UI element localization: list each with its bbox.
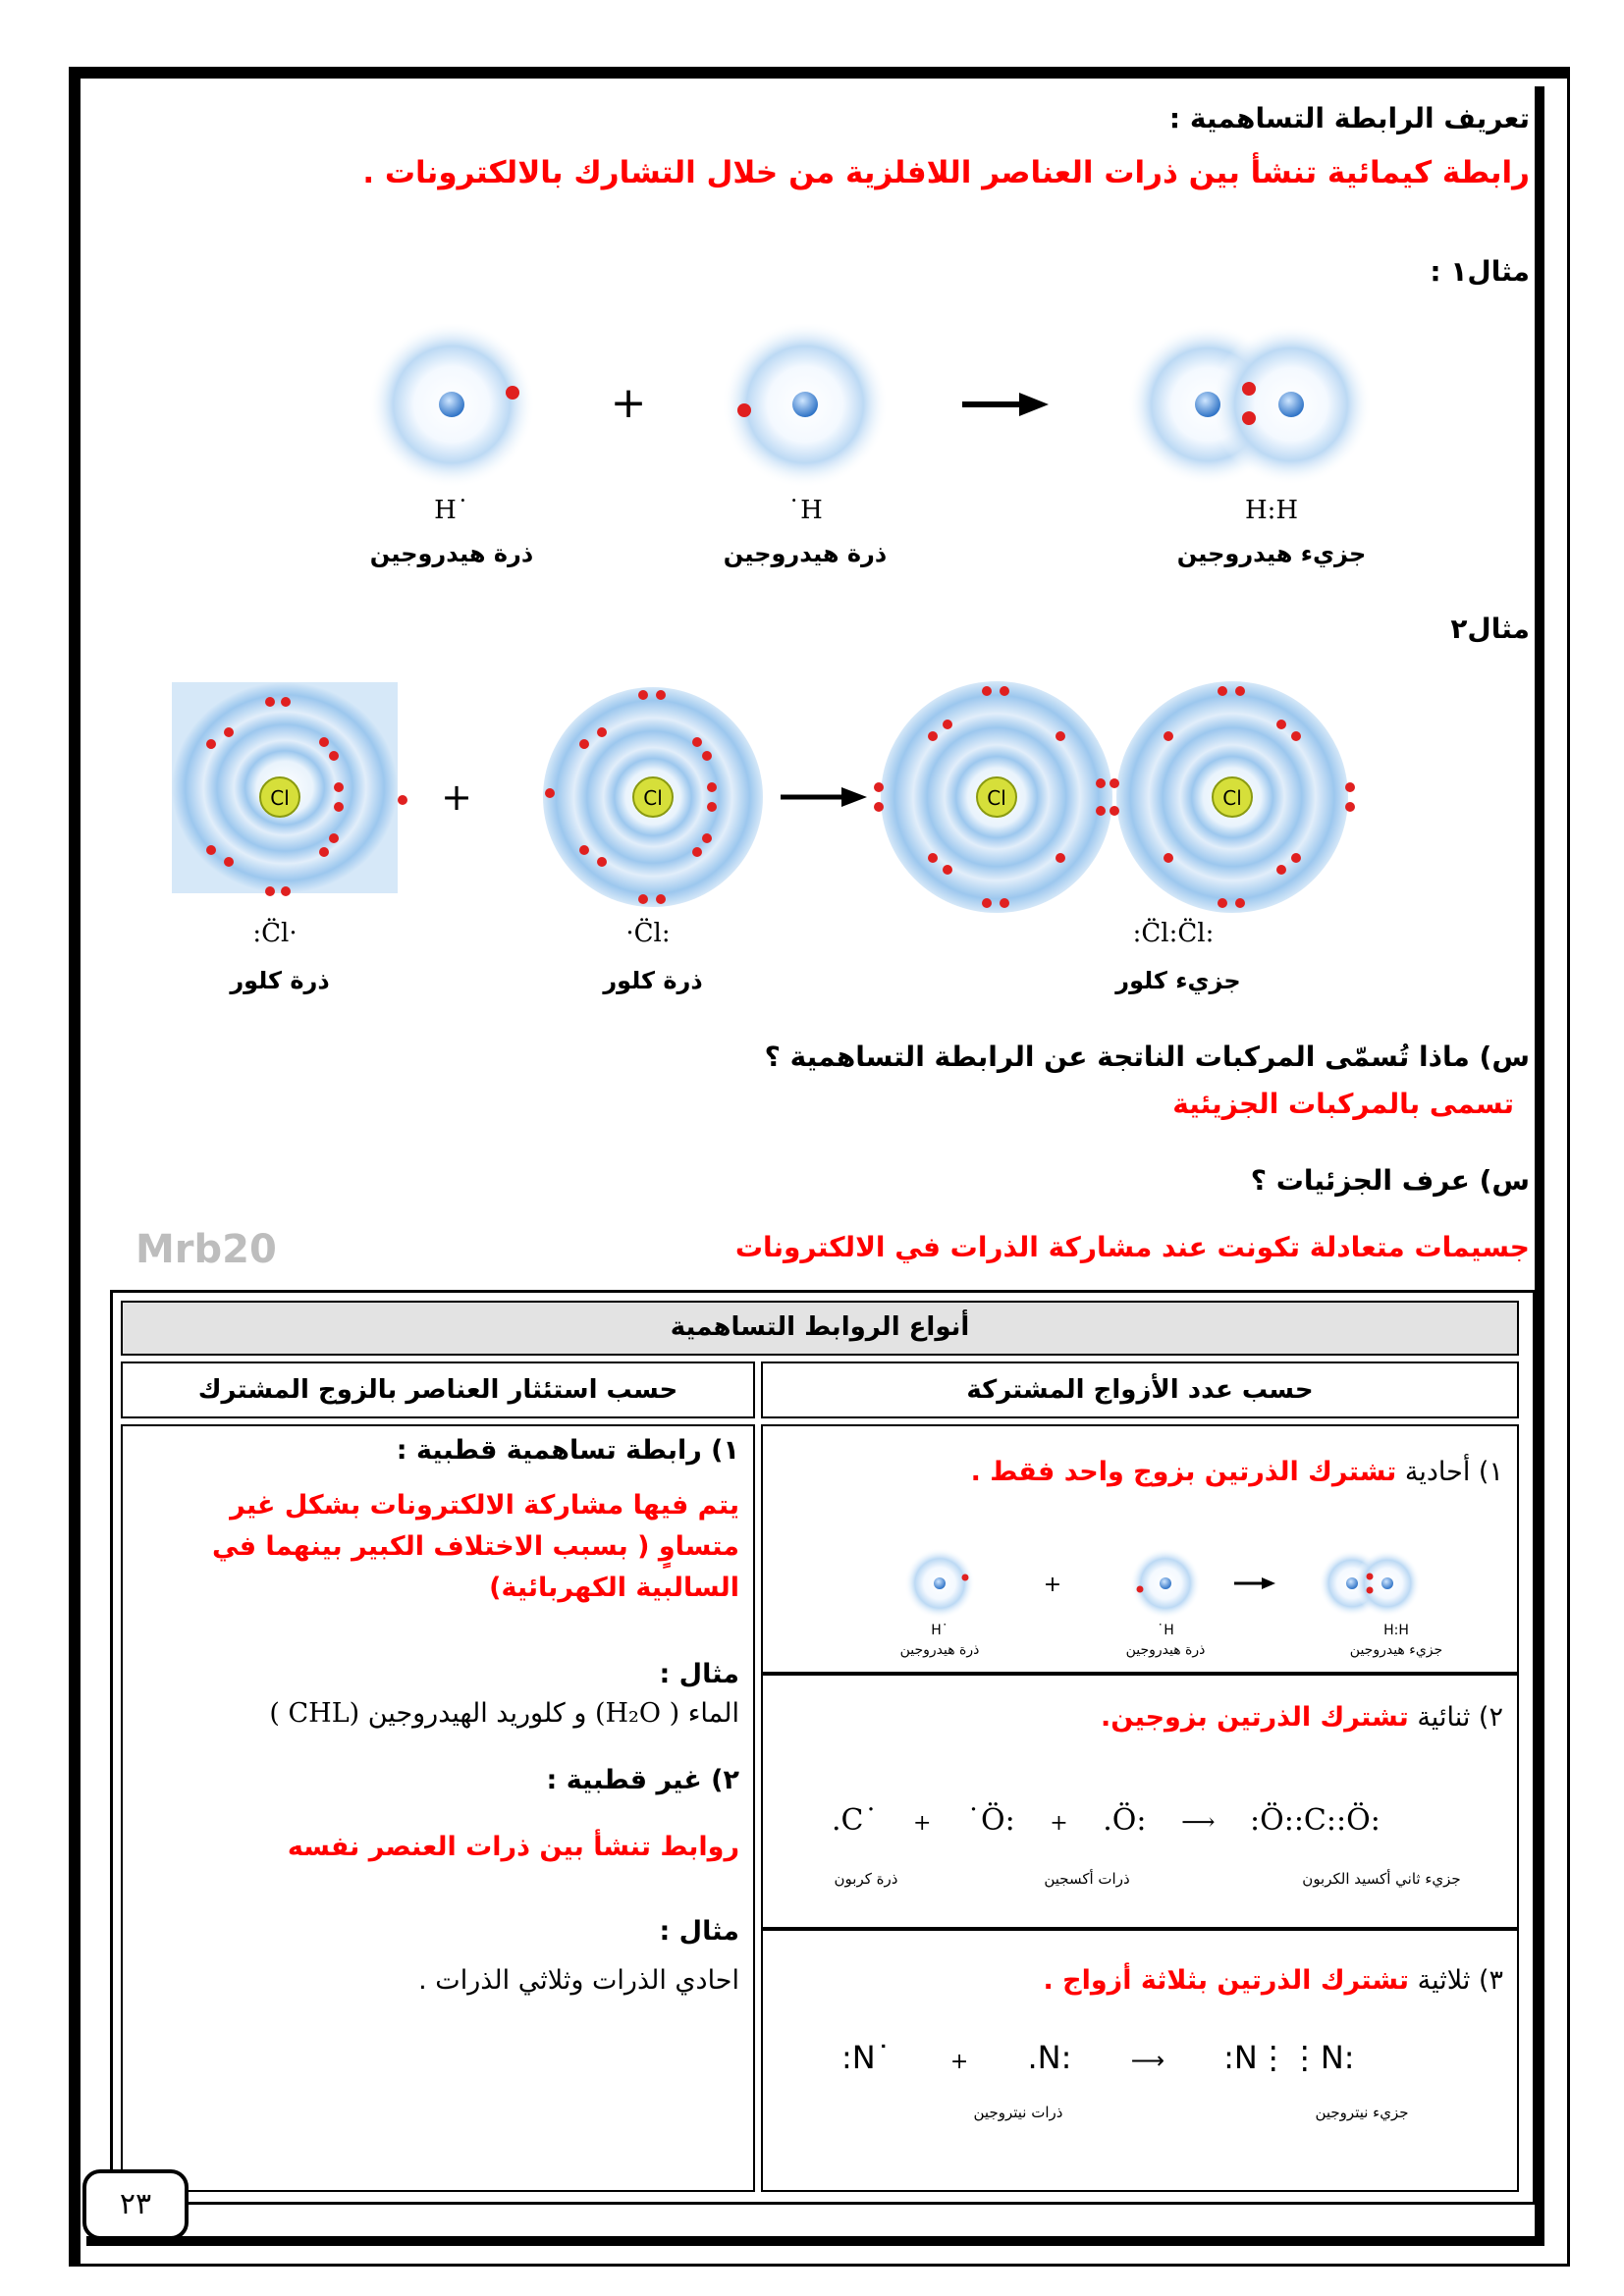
polar-example: الماء ( H₂O) و كلوريد الهيدروجين (CHL ) xyxy=(269,1698,739,1729)
nitrogen-atom-a: :N˙ xyxy=(841,2039,892,2076)
nitrogen-atom-b: .N: xyxy=(1027,2039,1072,2076)
example1-molecule-formula: H:H xyxy=(1244,496,1299,525)
oxygen-atom-b: .Ö: xyxy=(1103,1803,1147,1838)
table-title: أنواع الروابط التساهمية xyxy=(670,1312,970,1342)
double-bond-equation xyxy=(832,1803,1499,1852)
double-bond-cell xyxy=(761,1674,1519,1929)
single-atom-b-caption: ذرة هيدروجين xyxy=(1125,1642,1206,1658)
definition-heading: تعريف الرابطة التساهمية : xyxy=(1168,102,1530,134)
bond-types-table xyxy=(110,1290,1536,2205)
shared-electron-2 xyxy=(1242,411,1256,425)
single-bond-prefix: ١) أحادية xyxy=(1404,1457,1503,1487)
arrow-icon-2: ⟶ xyxy=(1130,2047,1164,2074)
single-atom-b-formula: ˙H xyxy=(1157,1623,1174,1638)
carbon-atom: .C˙ xyxy=(832,1803,879,1838)
chlorine-diagram xyxy=(172,677,1419,913)
triple-bond-prefix: ٣) ثلاثية xyxy=(1417,1965,1503,1996)
nonpolar-example: احادي الذرات وثلاثي الذرات . xyxy=(418,1965,739,1996)
table-title-cell xyxy=(121,1301,1519,1356)
page-number: ٢٣ xyxy=(82,2169,189,2240)
triple-bond-cell xyxy=(761,1929,1519,2192)
example2-label: مثال٢ xyxy=(1450,613,1530,645)
hydrogen-atom-b-electron xyxy=(737,403,751,417)
hydrogen-atom-a-electron xyxy=(506,386,519,400)
answer-2: جسيمات متعادلة تكونت عند مشاركة الذرات في الالكترونات xyxy=(734,1231,1530,1263)
plus-sign-4: + xyxy=(1050,1811,1068,1836)
single-atom-a-formula: H˙ xyxy=(931,1623,948,1638)
nonpolar-text: روابط تنشأ بين ذرات العنصر نفسه xyxy=(287,1832,739,1862)
example2-atom-b-formula: ·C̈l: xyxy=(625,919,671,948)
single-molecule-caption: جزيء هيدروجين xyxy=(1349,1642,1443,1658)
single-atom-a-caption: ذرة هيدروجين xyxy=(899,1642,980,1658)
hydrogen-atom-b-nucleus xyxy=(792,392,818,417)
plus-sign: + xyxy=(610,378,647,428)
left-header-cell xyxy=(121,1362,755,1418)
n2-molecule: :N⋮⋮N: xyxy=(1223,2039,1355,2076)
left-column-header: حسب استئثار العناصر بالزوج المشترك xyxy=(197,1375,678,1405)
svg-text:+: + xyxy=(1043,1573,1062,1597)
question-2: س) عرف الجزئيات ؟ xyxy=(1250,1164,1530,1197)
example2-molecule-formula: :C̈l:C̈l: xyxy=(1132,919,1215,948)
single-bond-diagram xyxy=(871,1544,1460,1623)
triple-bond-line xyxy=(1044,1960,1504,2002)
nonpolar-example-label: مثال : xyxy=(659,1916,739,1947)
double-bond-prefix: ٢) ثنائية xyxy=(1417,1702,1503,1733)
arrow-icon: ⟶ xyxy=(1181,1808,1216,1836)
carbon-caption: ذرة كربون xyxy=(834,1870,898,1888)
answer-1: تسمى بالمركبات الجزيئية xyxy=(1172,1088,1514,1120)
chlorine-arrow-head xyxy=(841,787,867,807)
example1-atom-b-caption: ذرة هيدروجين xyxy=(723,540,888,567)
hydrogen-atom-a-nucleus xyxy=(439,392,464,417)
chlorine-molecule-symbol-a: Cl xyxy=(987,786,1006,810)
example2-molecule-caption: جزيء كلور xyxy=(1115,967,1241,994)
right-header-cell xyxy=(761,1362,1519,1418)
example1-atom-a-caption: ذرة هيدروجين xyxy=(369,540,534,567)
example2-atom-a-caption: ذرة كلور xyxy=(230,967,330,994)
plus-sign-5: + xyxy=(949,2050,969,2074)
single-bond-cell xyxy=(761,1424,1519,1674)
left-body-cell xyxy=(121,1424,755,2192)
plus-sign-3: + xyxy=(913,1811,932,1836)
example1-atom-a-formula: H˙ xyxy=(434,496,469,525)
single-molecule-formula: H:H xyxy=(1383,1623,1409,1638)
n2-caption: جزيء نيتروجين xyxy=(1315,2104,1409,2121)
oxygen-atom-a: ˙Ö: xyxy=(966,1803,1015,1838)
example1-molecule-caption: جزيء هيدروجين xyxy=(1176,540,1367,567)
double-bond-text: تشترك الذرتين بزوجين. xyxy=(1101,1702,1409,1733)
triple-bond-equation xyxy=(841,2039,1509,2088)
polar-text: يتم فيها مشاركة الالكترونات بشكل غير متساوٍ ( بسبب الاختلاف الكبير بينهما في السالبية الكهربائية) xyxy=(212,1490,739,1603)
nonpolar-title: ٢) غير قطبية : xyxy=(546,1765,739,1795)
molecule-nucleus-a xyxy=(1195,392,1220,417)
chlorine-atom-b-symbol: Cl xyxy=(643,786,663,810)
polar-title: ١) رابطة تساهمية قطبية : xyxy=(396,1435,739,1466)
example2-atom-a-formula: :C̈l· xyxy=(252,919,298,948)
double-bond-line xyxy=(1101,1697,1503,1738)
polar-example-label: مثال : xyxy=(659,1659,739,1689)
single-bond-text: تشترك الذرتين بزوج واحد فقط . xyxy=(970,1457,1397,1487)
example2-atom-b-caption: ذرة كلور xyxy=(603,967,703,994)
example1-label: مثال١ : xyxy=(1430,255,1530,288)
shared-electron-1 xyxy=(1242,382,1256,396)
co2-caption: جزيء ثاني أكسيد الكربون xyxy=(1302,1870,1461,1888)
example1-atom-b-formula: ˙H xyxy=(787,496,823,525)
molecule-nucleus-b xyxy=(1278,392,1304,417)
chlorine-molecule-symbol-b: Cl xyxy=(1222,786,1242,810)
nitrogen-atoms-caption: ذرات نيتروجين xyxy=(973,2104,1063,2121)
watermark: Mrb20 xyxy=(135,1227,277,1272)
question-1: س) ماذا تُسمّى المركبات الناتجة عن الرابطة التساهمية ؟ xyxy=(764,1041,1530,1073)
plus-sign-2: + xyxy=(441,775,472,819)
oxygen-caption: ذرات أكسجين xyxy=(1044,1870,1130,1888)
chlorine-atom-a-symbol: Cl xyxy=(270,786,290,810)
definition-text: رابطة كيمائية تنشأ بين ذرات العناصر اللافلزية من خلال التشارك بالالكترونات . xyxy=(362,155,1530,190)
co2-molecule: :Ö::C::Ö: xyxy=(1250,1803,1380,1838)
single-bond-line xyxy=(971,1452,1503,1493)
triple-bond-text: تشترك الذرتين بثلاثة أزواج . xyxy=(1043,1965,1409,1996)
right-column-header: حسب عدد الأزواج المشتركة xyxy=(966,1375,1314,1405)
reaction-arrow-head xyxy=(1019,393,1049,416)
